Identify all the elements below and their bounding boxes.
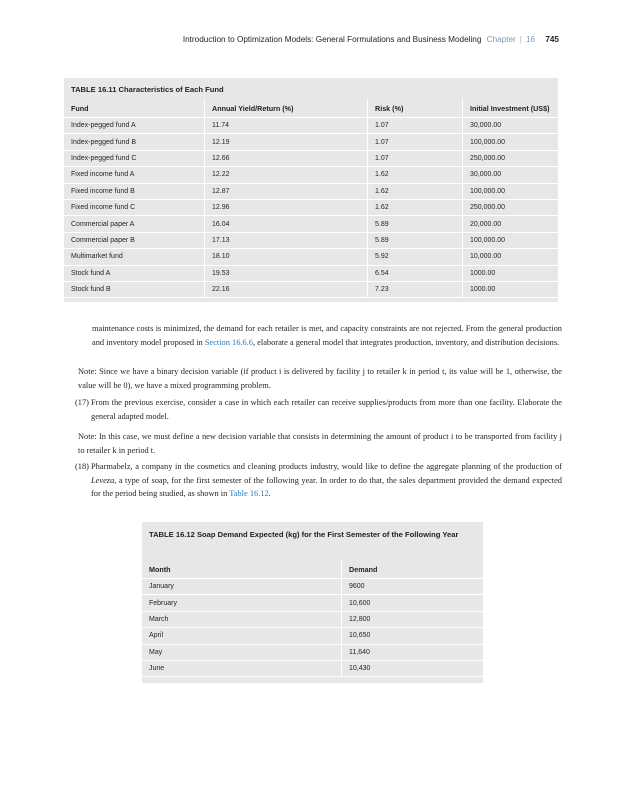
paragraph-text: , elaborate a general model that integrates production, inventory, and distribution decisions.: [252, 337, 560, 347]
table-row: [64, 183, 558, 199]
table-cell: 12.66: [205, 150, 368, 166]
table-cell: 12.19: [205, 134, 368, 150]
table-row: [64, 167, 558, 183]
table-cell: March: [142, 611, 342, 627]
table-cell: January: [142, 579, 342, 595]
table-row: [142, 644, 483, 660]
table-16-11-caption: TABLE 16.11 Characteristics of Each Fund: [71, 85, 224, 94]
table-cell: Index-pegged fund B: [64, 134, 205, 150]
table-16-12: [142, 522, 483, 683]
paragraph-text: Pharmabelz, a company in the cosmetics and cleaning products industry, would like to define the aggregate planning of the production of: [91, 462, 562, 471]
table-cell: 1000.00: [463, 265, 559, 281]
table-cell: 1.07: [368, 134, 463, 150]
table-cell: Stock fund B: [64, 281, 205, 297]
table-row: [64, 199, 558, 215]
table-cell: 250,000.00: [463, 150, 559, 166]
table-cell: April: [142, 628, 342, 644]
header-chapter-number: 16: [525, 35, 536, 44]
table-cell: Commercial paper A: [64, 216, 205, 232]
table-row: [64, 216, 558, 232]
table-cell: 1.62: [368, 183, 463, 199]
table-cell: 17.13: [205, 232, 368, 248]
table-header-row: [64, 99, 558, 118]
table-row: [64, 134, 558, 150]
table-cell: Fixed income fund C: [64, 199, 205, 215]
table-header-row: [142, 560, 483, 579]
column-header: Demand: [342, 560, 484, 579]
table-cell: 5.89: [368, 216, 463, 232]
table-cell: 19.53: [205, 265, 368, 281]
paragraph-text: , a type of soap, for the first semester of the following year. In order to do that, the sales department provided the demand expected for the period being studied, as shown in: [91, 475, 562, 498]
table-cell: 100,000.00: [463, 183, 559, 199]
table-cell: 5.92: [368, 249, 463, 265]
table-cell: 1000.00: [463, 281, 559, 297]
table-16-11: [64, 78, 558, 302]
table-cell: 12.96: [205, 199, 368, 215]
table-cell: 10,600: [342, 595, 484, 611]
table-row: [64, 150, 558, 166]
table-cell: 30,000.00: [463, 167, 559, 183]
table-cell: 250,000.00: [463, 199, 559, 215]
table-row: [64, 232, 558, 248]
column-header: Annual Yield/Return (%): [205, 99, 368, 118]
table-cell: May: [142, 644, 342, 660]
table-cell: Index-pegged fund A: [64, 118, 205, 134]
table-cell: 12,800: [342, 611, 484, 627]
table-cell: 100,000.00: [463, 232, 559, 248]
table-cell: Multimarket fund: [64, 249, 205, 265]
table-16-12-caption: TABLE 16.12 Soap Demand Expected (kg) for the First Semester of the Following Year: [149, 530, 459, 539]
column-header: Month: [142, 560, 342, 579]
page-number: 745: [545, 35, 559, 44]
fund-table: [64, 99, 558, 298]
column-header: Risk (%): [368, 99, 463, 118]
table-cell: 11,640: [342, 644, 484, 660]
note-1: Note: Since we have a binary decision variable (if product i is delivered by facility j to retailer k in period t, its value will be 1, otherwise, the value will be 0), we have a mixed programming problem.: [78, 367, 562, 390]
table-cell: February: [142, 595, 342, 611]
exercise-18: [75, 460, 562, 501]
table-cell: 11.74: [205, 118, 368, 134]
header-chapter-label: Chapter: [486, 35, 516, 44]
table-row: [64, 249, 558, 265]
exercise-18-label: (18): [75, 462, 89, 471]
table-cell: 12.22: [205, 167, 368, 183]
table-row: [142, 579, 483, 595]
table-cell: Fixed income fund A: [64, 167, 205, 183]
exercise-17-text: From the previous exercise, consider a case in which each retailer can receive supplies/products from more than one facility. Elaborate the general adapted model.: [91, 398, 562, 421]
table-row: [64, 265, 558, 281]
demand-table: [142, 560, 483, 677]
table-cell: Fixed income fund B: [64, 183, 205, 199]
table-cell: 100,000.00: [463, 134, 559, 150]
table-cell: 1.62: [368, 167, 463, 183]
table-cell: 22.16: [205, 281, 368, 297]
paragraph-text: maintenance costs is minimized, the demand for each retailer is met, and capacity constraints are not rejected. From the general production and inventory model proposed in: [92, 324, 562, 347]
table-row: [142, 595, 483, 611]
exercise-17: [75, 396, 562, 423]
exercise-17-label: (17): [75, 398, 89, 407]
header-title: Introduction to Optimization Models: General Formulations and Business Modeling: [182, 35, 482, 44]
table-row: [142, 611, 483, 627]
exercise-18-text: [78, 460, 562, 501]
table-cell: 12.87: [205, 183, 368, 199]
table-cell: Index-pegged fund C: [64, 150, 205, 166]
table-cell: 10,430: [342, 660, 484, 676]
note-2: Note: In this case, we must define a new decision variable that consists in determining the amount of product i to be transported from facility j to retailer k in period t.: [78, 432, 562, 455]
table-cell: June: [142, 660, 342, 676]
paragraph-text: .: [268, 489, 271, 498]
table-cell: 30,000.00: [463, 118, 559, 134]
table-cell: 16.04: [205, 216, 368, 232]
table-cell: 1.07: [368, 118, 463, 134]
table-cell: 18.10: [205, 249, 368, 265]
section-link[interactable]: Section 16.6.6: [204, 337, 253, 347]
running-header: [183, 35, 559, 44]
table-cell: Commercial paper B: [64, 232, 205, 248]
table-cell: Stock fund A: [64, 265, 205, 281]
column-header: Fund: [64, 99, 205, 118]
table-cell: 5.89: [368, 232, 463, 248]
table-cell: 1.62: [368, 199, 463, 215]
table-cell: 9600: [342, 579, 484, 595]
table-cell: 1.07: [368, 150, 463, 166]
table-cell: 7.23: [368, 281, 463, 297]
table-row: [64, 281, 558, 297]
table-row: [142, 660, 483, 676]
table-cell: 10,650: [342, 628, 484, 644]
product-name: Leveza: [91, 475, 115, 485]
continuation-paragraph: [92, 322, 562, 349]
table-link[interactable]: Table 16.12: [229, 489, 269, 498]
table-row: [142, 628, 483, 644]
table-cell: 20,000.00: [463, 216, 559, 232]
table-cell: 6.54: [368, 265, 463, 281]
table-row: [64, 118, 558, 134]
table-cell: 10,000.00: [463, 249, 559, 265]
header-separator: |: [519, 35, 522, 44]
column-header: Initial Investment (US$): [463, 99, 559, 118]
